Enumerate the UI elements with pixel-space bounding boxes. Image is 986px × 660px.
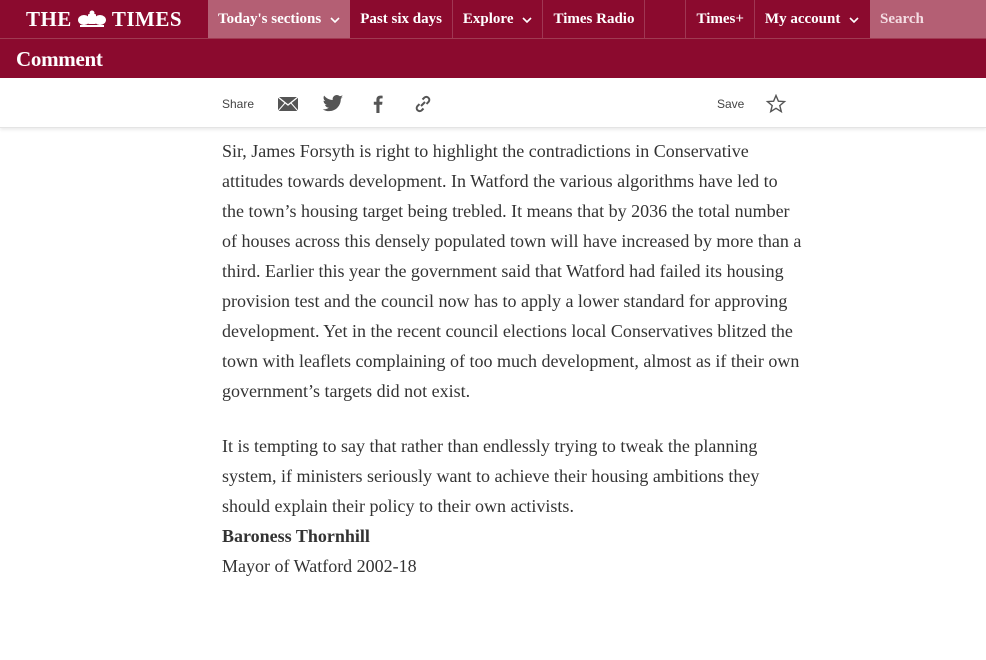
signature-name: Baroness Thornhill [222, 526, 370, 546]
nav-past-six-days-label: Past six days [360, 10, 442, 27]
section-title[interactable]: Comment [16, 47, 103, 71]
nav-times-radio[interactable] [542, 0, 644, 38]
nav-todays-sections-label: Today's sections [218, 10, 322, 27]
email-icon[interactable] [277, 94, 299, 114]
logo-text-the: THE [25, 6, 72, 31]
times-logo[interactable] [0, 0, 208, 38]
nav-times-plus[interactable] [685, 0, 753, 38]
article-paragraph: It is tempting to say that rather than endlessly trying to tweak the planning system, if ministers seriously want to achieve their housing ambitions they should explain their policy to their own activists. [222, 436, 760, 516]
link-icon[interactable] [412, 94, 434, 114]
share-label: Share [222, 97, 255, 111]
chevron-down-icon [849, 17, 859, 23]
article-paragraph: Sir, James Forsyth is right to highlight the contradictions in Conservative attitudes towards development. In Watford the various algorithms have led to the town’s housing target being trebled. It means that by 2036 the total number of houses across this densely populated town will have increased by more than a third. Earlier this year the government said that Watford had failed its housing provision test and the council now has to apply a lower standard for approving development. Yet in the recent council elections local Conservatives blitzed the town with leaflets complaining of too much development, almost as if their own government’s targets did not exist. [222, 141, 802, 401]
nav-times-radio-label: Times Radio [553, 10, 635, 27]
nav-my-account[interactable] [754, 0, 869, 38]
signature-role: Mayor of Watford 2002-18 [222, 556, 417, 576]
save-label[interactable]: Save [717, 97, 745, 111]
search-input[interactable] [870, 0, 986, 38]
nav-todays-sections[interactable] [208, 0, 350, 38]
nav-my-account-label: My account [764, 10, 841, 27]
article-body [222, 136, 802, 581]
nav-spacer [644, 0, 685, 38]
top-nav [0, 0, 986, 38]
search-placeholder: Search [880, 10, 924, 27]
royal-crest-icon [74, 10, 110, 28]
star-icon[interactable] [765, 94, 787, 114]
facebook-icon[interactable] [367, 94, 389, 114]
nav-explore[interactable] [452, 0, 543, 38]
twitter-icon[interactable] [322, 94, 344, 114]
share-bar [0, 78, 986, 128]
nav-explore-label: Explore [462, 10, 514, 27]
section-bar [0, 38, 986, 78]
chevron-down-icon [330, 17, 340, 23]
nav-past-six-days[interactable] [350, 0, 452, 38]
nav-times-plus-label: Times+ [696, 10, 744, 27]
logo-text-times: TIMES [111, 6, 183, 31]
chevron-down-icon [522, 17, 532, 23]
